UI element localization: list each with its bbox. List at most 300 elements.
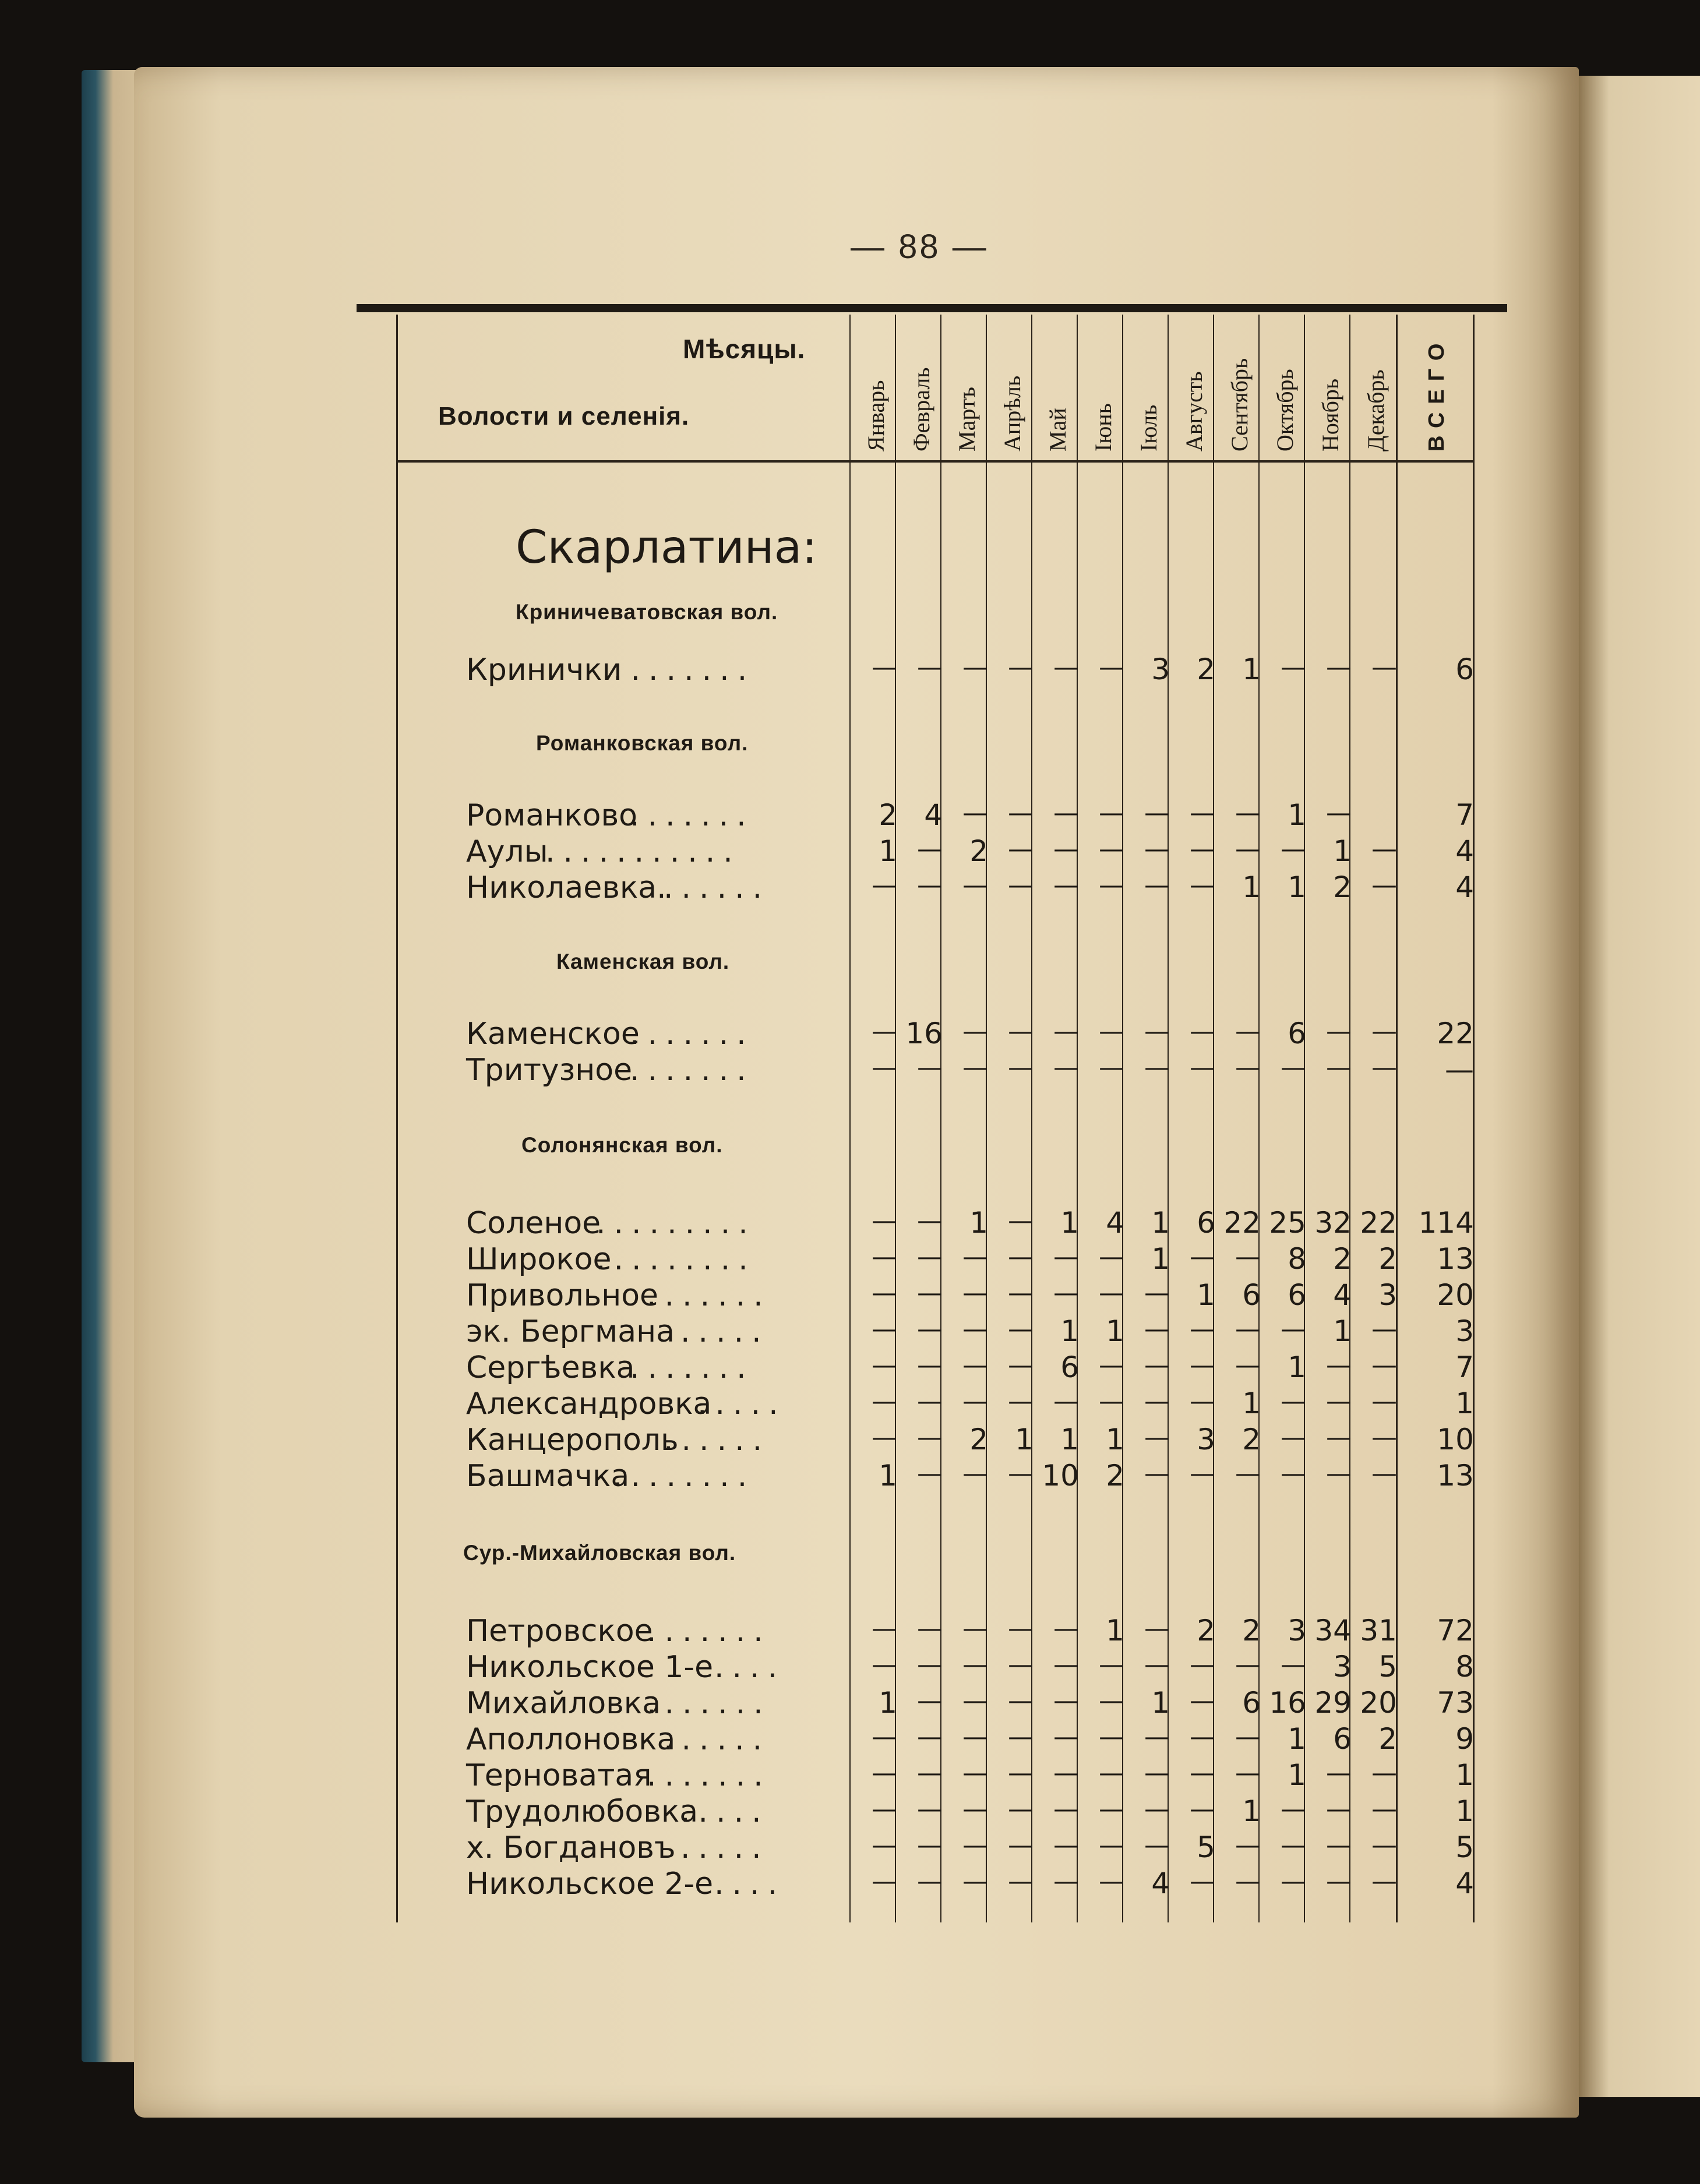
table-cell: 1 [1242,870,1261,904]
table-cell: 6 [1288,1278,1306,1312]
row-name: Аулы [466,834,548,869]
table-cell: 3 [1197,1423,1215,1456]
row-total: 1 [1455,1758,1474,1792]
row-total: 4 [1455,834,1474,868]
table-cell: 1 [1106,1423,1124,1456]
row-name: Терноватая [466,1758,652,1793]
table-cell: — [1326,1350,1352,1380]
table-cell: — [1008,1017,1034,1046]
table-cell: — [872,870,897,900]
table-cell: — [1144,1053,1170,1082]
table-cell: — [872,652,897,682]
table-cell: — [1144,870,1170,900]
table-cell: — [1235,1314,1261,1344]
table-cell: — [1281,1794,1306,1824]
table-cell: — [1144,1830,1170,1860]
table-cell: — [962,1867,988,1896]
table-cell: — [1326,1017,1352,1046]
row-total: 6 [1455,652,1474,686]
table-cell: — [1099,1278,1124,1308]
leader-dots: ....... [647,1278,771,1313]
table-cell: 5 [1197,1830,1215,1864]
table-cell: — [1053,1650,1079,1680]
month-header: Январь [863,380,889,451]
table-left-border [396,315,398,1922]
table-cell: — [1053,798,1079,828]
table-cell: — [917,1053,943,1082]
month-header: Октябрь [1272,369,1298,451]
table-cell: — [1371,1314,1397,1344]
table-cell: — [1235,1722,1261,1752]
table-cell: — [1053,1614,1079,1643]
month-header: Мартъ [954,387,980,451]
table-cell: — [1008,1722,1034,1752]
column-divider [940,315,941,1922]
table-cell: 34 [1314,1614,1352,1647]
months-label: Мѣсяцы. [683,334,806,364]
right-page-edge [1579,76,1700,2097]
row-total: 4 [1455,870,1474,904]
leader-dots: ...... [664,1423,771,1458]
table-cell: — [1008,870,1034,900]
table-cell: 1 [969,1206,988,1240]
table-cell: — [1281,1386,1306,1416]
table-cell: — [962,1758,988,1788]
column-divider [1077,315,1078,1922]
table-cell: — [1099,1758,1124,1788]
table-cell: 8 [1288,1242,1306,1276]
table-cell: — [1144,834,1170,864]
table-cell: 3 [1288,1614,1306,1647]
row-total: 3 [1455,1314,1474,1348]
table-cell: — [1326,1459,1352,1488]
table-cell: — [1008,1758,1034,1788]
row-name: Канцерополь [466,1423,679,1458]
table-cell: — [872,1614,897,1643]
table-cell: 3 [1378,1278,1397,1312]
row-total: 4 [1455,1867,1474,1900]
row-total: 1 [1455,1794,1474,1828]
table-cell: — [1326,798,1352,828]
table-cell: — [962,652,988,682]
table-cell: — [962,870,988,900]
table-cell: — [962,1386,988,1416]
table-cell: 2 [1378,1722,1397,1756]
table-cell: — [1099,652,1124,682]
table-cell: — [1144,1314,1170,1344]
table-cell: — [872,1017,897,1046]
column-divider [1031,315,1032,1922]
leader-dots: ......... [596,1206,756,1241]
table-cell: — [1190,834,1215,864]
table-cell: — [1008,1614,1034,1643]
table-cell: — [1190,1686,1215,1716]
table-cell: — [1371,870,1397,900]
table-cell: 25 [1269,1206,1306,1240]
row-total: 8 [1455,1650,1474,1684]
table-cell: — [1326,1830,1352,1860]
table-cell: — [1008,1650,1034,1680]
table-cell: — [1235,1242,1261,1272]
leader-dots: .... [714,1650,786,1685]
table-cell: — [1053,1830,1079,1860]
table-cell: — [1190,1867,1215,1896]
month-header: Декабрь [1363,369,1389,451]
table-cell: — [1235,1017,1261,1046]
table-cell: — [1190,1650,1215,1680]
row-name: Петровское [466,1614,653,1649]
table-cell: — [1326,1867,1352,1896]
table-cell: — [1144,1386,1170,1416]
table-cell: — [917,1423,943,1452]
table-cell: 4 [1151,1867,1170,1900]
table-cell: 3 [1151,652,1170,686]
table-cell: — [1281,1314,1306,1344]
row-name: Кринички [466,652,622,687]
table-cell: 1 [1060,1423,1079,1456]
table-cell: 1 [1106,1614,1124,1647]
table-cell: — [1371,1459,1397,1488]
month-header: Ноябрь [1317,378,1343,451]
table-cell: — [917,1314,943,1344]
total-header: ВСЕГО [1424,335,1449,451]
table-cell: 6 [1242,1278,1261,1312]
table-cell: — [962,1614,988,1643]
table-cell: 2 [1333,1242,1352,1276]
table-cell: 2 [1197,1614,1215,1647]
table-cell: — [1326,652,1352,682]
table-cell: 1 [1242,652,1261,686]
table-cell: — [1099,1686,1124,1716]
table-cell: — [1190,1314,1215,1344]
row-name: Аполлоновка [466,1722,676,1757]
table-cell: 2 [1378,1242,1397,1276]
table-cell: — [1008,1686,1034,1716]
leader-dots: ..... [680,1830,770,1865]
row-name: Каменское [466,1017,640,1052]
table-cell: — [1144,1017,1170,1046]
table-cell: 1 [1151,1206,1170,1240]
table-cell: 6 [1197,1206,1215,1240]
table-cell: 1 [1288,798,1306,832]
leader-dots: ....... [630,1350,754,1385]
leader-dots: ........ [613,652,756,687]
table-cell: — [1235,1650,1261,1680]
table-cell: — [917,870,943,900]
table-cell: — [1371,1867,1397,1896]
table-cell: 1 [1106,1314,1124,1348]
month-header: Іюль [1135,404,1162,451]
table-cell: — [1053,1867,1079,1896]
table-cell: — [1371,1758,1397,1788]
table-cell: — [1281,1459,1306,1488]
table-cell: — [1053,1017,1079,1046]
row-name: Тритузное [466,1053,633,1088]
month-header: Май [1045,408,1071,451]
table-cell: — [1190,870,1215,900]
table-cell: — [872,1722,897,1752]
column-divider [849,315,851,1922]
table-cell: — [1281,1867,1306,1896]
row-total: 13 [1437,1242,1474,1276]
table-cell: 1 [1197,1278,1215,1312]
table-cell: — [1053,1242,1079,1272]
table-cell: — [917,1614,943,1643]
table-cell: — [1281,1423,1306,1452]
table-cell: 1 [1288,1350,1306,1384]
table-cell: — [962,1830,988,1860]
row-name: Башмачка [466,1459,630,1494]
table-cell: — [872,1794,897,1824]
page-number: — 88 — [851,228,989,266]
table-cell: — [1008,798,1034,828]
table-cell: — [1008,1386,1034,1416]
table-cell: — [1144,1722,1170,1752]
table-cell: — [1053,1386,1079,1416]
table-cell: — [1099,1053,1124,1082]
table-cell: — [1099,798,1124,828]
row-total: 5 [1455,1830,1474,1864]
month-header: Сентябрь [1226,358,1253,451]
row-total: 1 [1455,1386,1474,1420]
table-cell: — [1144,1278,1170,1308]
table-header-rule [396,460,1474,463]
table-cell: — [1235,1867,1261,1896]
leader-dots: ...... [664,870,771,905]
table-cell: — [1190,1722,1215,1752]
table-cell: — [917,1206,943,1236]
table-cell: — [1099,1350,1124,1380]
table-cell: — [1281,652,1306,682]
table-cell: — [917,834,943,864]
table-cell: — [962,1794,988,1824]
table-cell: 1 [1288,1758,1306,1792]
table-cell: — [1008,1242,1034,1272]
table-cell: — [917,1794,943,1824]
leader-dots: ...... [664,1722,771,1757]
leader-dots: ....... [630,1053,754,1088]
leader-dots: ......... [596,1242,756,1277]
table-cell: — [1235,1053,1261,1082]
table-cell: — [872,1314,897,1344]
table-cell: — [872,1053,897,1082]
table-cell: — [962,798,988,828]
table-cell: — [917,1722,943,1752]
table-cell: 6 [1060,1350,1079,1384]
table-cell: — [1099,1242,1124,1272]
month-header: Апрѣль [999,375,1025,451]
row-total: 114 [1418,1206,1474,1240]
table-cell: — [1371,1423,1397,1452]
table-cell: — [1235,1459,1261,1488]
table-cell: — [1235,1350,1261,1380]
column-divider [1304,315,1305,1922]
table-cell: — [962,1314,988,1344]
table-cell: 1 [1060,1314,1079,1348]
row-name: эк. Бергмана [466,1314,675,1349]
table-cell: — [962,1053,988,1082]
table-cell: 20 [1360,1686,1397,1720]
table-cell: — [1008,834,1034,864]
table-cell: 1 [879,1686,897,1720]
table-cell: — [872,1650,897,1680]
table-cell: — [1008,1830,1034,1860]
section-title: Скарлатина: [516,521,817,574]
table-cell: — [1371,1830,1397,1860]
table-cell: — [1053,1053,1079,1082]
row-total: 10 [1437,1423,1474,1456]
table-cell: 3 [1333,1650,1352,1684]
column-divider [1213,315,1214,1922]
table-cell: — [962,1242,988,1272]
table-cell: — [1281,1053,1306,1082]
table-cell: — [1281,1650,1306,1680]
table-cell: 1 [879,1459,897,1493]
table-cell: 1 [1333,1314,1352,1348]
table-cell: 4 [1106,1206,1124,1240]
table-cell: — [1099,870,1124,900]
table-cell: 6 [1242,1686,1261,1720]
group-title: Солонянская вол. [521,1133,723,1157]
table-cell: — [1053,1722,1079,1752]
table-cell: 6 [1288,1017,1306,1050]
table-cell: — [872,1758,897,1788]
table-cell: — [1053,1686,1079,1716]
leader-dots: ....... [630,798,754,833]
leader-dots: ....... [647,1686,771,1721]
table-cell: 16 [905,1017,943,1050]
table-cell: — [917,1350,943,1380]
table-cell: 1 [1288,870,1306,904]
table-cell: — [872,1386,897,1416]
table-cell: — [1053,1794,1079,1824]
group-title: Сур.-Михайловская вол. [463,1541,736,1565]
leader-dots: ....... [647,1758,771,1793]
row-name: Михайловка [466,1686,661,1721]
table-cell: — [872,1830,897,1860]
table-cell: — [1371,1350,1397,1380]
table-cell: — [917,1459,943,1488]
table-cell: 29 [1314,1686,1352,1720]
row-total: 22 [1437,1017,1474,1050]
leader-dots: ....... [647,1614,771,1649]
table-cell: — [962,1459,988,1488]
table-cell: — [1371,834,1397,864]
table-cell: — [1099,1722,1124,1752]
table-cell: — [872,1867,897,1896]
table-cell: — [917,1867,943,1896]
table-cell: 1 [879,834,897,868]
table-cell: 2 [1242,1423,1261,1456]
table-cell: 1 [1060,1206,1079,1240]
table-cell: — [1144,1459,1170,1488]
table-cell: — [872,1278,897,1308]
table-cell: — [1235,1830,1261,1860]
table-cell: 4 [924,798,943,832]
table-cell: — [917,652,943,682]
table-cell: 2 [879,798,897,832]
table-cell: — [1371,1386,1397,1416]
table-cell: — [1099,1867,1124,1896]
column-divider [895,315,896,1922]
month-header: Августь [1181,371,1207,451]
table-cell: 2 [1106,1459,1124,1493]
table-cell: — [962,1722,988,1752]
table-cell: — [1326,1758,1352,1788]
table-cell: — [1190,1242,1215,1272]
table-cell: 31 [1360,1614,1397,1647]
table-cell: — [1190,1794,1215,1824]
row-name: Соленое [466,1206,601,1241]
row-total: — [1445,1053,1474,1086]
row-name: Широкое [466,1242,612,1277]
row-total: 20 [1437,1278,1474,1312]
table-cell: — [1144,1758,1170,1788]
table-cell: — [872,1350,897,1380]
leader-dots: ........... [545,834,741,869]
row-total: 9 [1455,1722,1474,1756]
table-cell: — [1326,1423,1352,1452]
table-cell: — [1053,870,1079,900]
table-cell: 6 [1333,1722,1352,1756]
table-cell: 2 [1197,652,1215,686]
month-header: Февраль [908,367,934,451]
table-cell: — [1326,1053,1352,1082]
table-cell: 10 [1042,1459,1079,1493]
table-cell: 32 [1314,1206,1352,1240]
table-cell: — [1144,1794,1170,1824]
table-cell: 4 [1333,1278,1352,1312]
row-total: 7 [1455,798,1474,832]
table-cell: — [1190,798,1215,828]
column-divider [1122,315,1123,1922]
table-cell: 16 [1269,1686,1306,1720]
table-cell: — [917,1758,943,1788]
table-cell: — [1008,652,1034,682]
table-cell: — [962,1278,988,1308]
table-cell: — [1281,1830,1306,1860]
table-cell: 1 [1151,1242,1170,1276]
table-cell: — [1190,1386,1215,1416]
table-cell: — [1008,1278,1034,1308]
table-cell: — [1235,798,1261,828]
table-cell: — [962,1686,988,1716]
table-cell: 1 [1015,1423,1034,1456]
column-divider [1168,315,1169,1922]
table-cell: 1 [1242,1794,1261,1828]
table-cell: 1 [1333,834,1352,868]
table-cell: — [1371,652,1397,682]
table-cell: — [1371,1017,1397,1046]
table-cell: 22 [1360,1206,1397,1240]
leader-dots: ..... [680,1794,770,1829]
table-cell: — [1053,1758,1079,1788]
table-cell: — [1099,1386,1124,1416]
table-cell: — [1190,1758,1215,1788]
table-cell: — [1190,1017,1215,1046]
leader-dots: ....... [630,1017,754,1052]
row-name: Романково [466,798,637,833]
row-name: Николаевка. [466,870,666,905]
table-cell: — [962,1650,988,1680]
table-cell: — [1008,1053,1034,1082]
table-top-rule [357,304,1507,312]
table-cell: — [872,1206,897,1236]
table-cell: — [872,1242,897,1272]
table-cell: 2 [969,834,988,868]
table-cell: 2 [969,1423,988,1456]
table-cell: — [1371,1053,1397,1082]
